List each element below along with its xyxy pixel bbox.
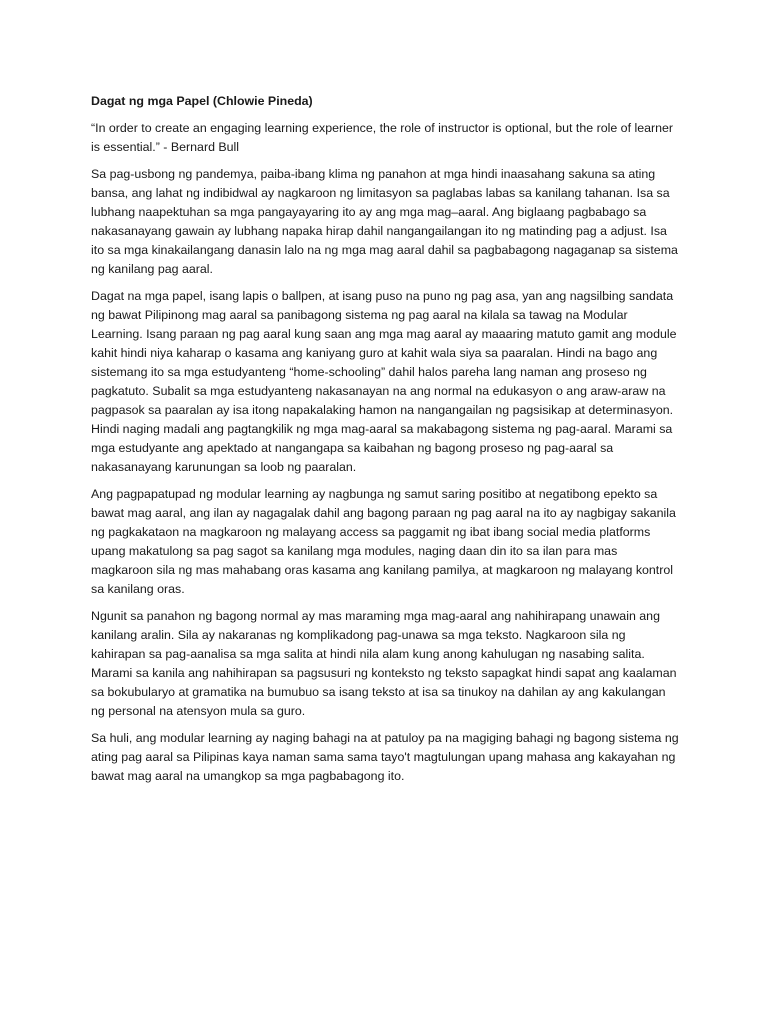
- opening-quote: “In order to create an engaging learning experience, the role of instructor is optional, but the role of learner is essential.” - Bernard Bull: [91, 121, 674, 154]
- document-page: [91, 92, 679, 794]
- document-title: Dagat ng mga Papel (Chlowie Pineda): [91, 94, 313, 108]
- paragraph-4: Ngunit sa panahon ng bagong normal ay mas maraming mga mag-aaral ang nahihirapang unawain ang kanilang aralin. Sila ay nakaranas ng komplikadong pag-unawa sa mga teksto. Nagkaroon sila ng kahirapan sa pag-aanalisa sa mga salita at hindi nila alam kung anong kahulugan ng nasabing salita. Marami sa kanila ang nahihirapan sa pagsusuri ng konteksto ng teksto sapagkat hindi sapat ang kaalaman sa bokubularyo at gramatika na bumubuo sa isang teksto at isa sa tinukoy na dahilan ay ang kakulangan ng personal na atensyon mula sa guro.: [91, 609, 677, 718]
- paragraph-3: Ang pagpapatupad ng modular learning ay nagbunga ng samut saring positibo at negatibong epekto sa bawat mag aaral, ang ilan ay nagagalak dahil ang bagong paraan ng pag aaral na ito ay nagbigay sakanila ng pagkakataon na magkaroon ng malayang access sa paggamit ng ibat ibang social media platforms upang makatulong sa pag sagot sa kanilang mga modules, naging daan din ito sa ilan para mas magkaroon sila ng mas mahabang oras kasama ang kanilang pamilya, at magkaroon ng malayang kontrol sa kanilang oras.: [91, 487, 676, 596]
- paragraph-2: Dagat na mga papel, isang lapis o ballpen, at isang puso na puno ng pag asa, yan ang nagsilbing sandata ng bawat Pilipinong mag aaral sa panibagong sistema ng pag aaral na kilala sa tawag na Modular Learning. Isang paraan ng pag aaral kung saan ang mga mag aaral ay maaaring matuto gamit ang module kahit hindi niya kaharap o kasama ang kaniyang guro at kahit wala siya sa paaralan. Hindi na bago ang sistemang ito sa mga estudyanteng “home-schooling” dahil halos pareha lang naman ang proseso ng pagkatuto. Subalit sa mga estudyanteng nakasanayan na ang normal na edukasyon o ang araw-araw na pagpasok sa paaralan ay isa itong napakalaking hamon na nangangailan ng pagsisikap at determinasyon. Hindi naging madali ang pagtangkilik ng mga mag-aaral sa makabagong sistema ng pag-aaral. Marami sa mga estudyante ang apektado at nangangapa sa kaibahan ng bagong proseso ng pag-aaral sa nakasanayang karunungan sa loob ng paaralan.: [91, 289, 677, 474]
- paragraph-5: Sa huli, ang modular learning ay naging bahagi na at patuloy pa na magiging bahagi ng bagong sistema ng ating pag aaral sa Pilipinas kaya naman sama sama tayo't magtulungan upang mahasa ang kakayahan ng bawat mag aaral na umangkop sa mga pagbabagong ito.: [91, 731, 679, 783]
- paragraph-1: Sa pag-usbong ng pandemya, paiba-ibang klima ng panahon at mga hindi inaasahang sakuna sa ating bansa, ang lahat ng indibidwal ay nagkaroon ng limitasyon sa paglabas labas sa kanilang tahanan. Isa sa lubhang naapektuhan sa mga pangayayaring ito ay ang mga mag–aaral. Ang biglaang pagbabago sa nakasanayang gawain ay lubhang napaka hirap dahil nangangailangan ito ng matinding pag a adjust. Isa ito sa mga kinakailangang danasin lalo na ng mga mag aaral dahil sa pagbabagong nagaganap sa sistema ng kanilang pag aaral.: [91, 167, 678, 276]
